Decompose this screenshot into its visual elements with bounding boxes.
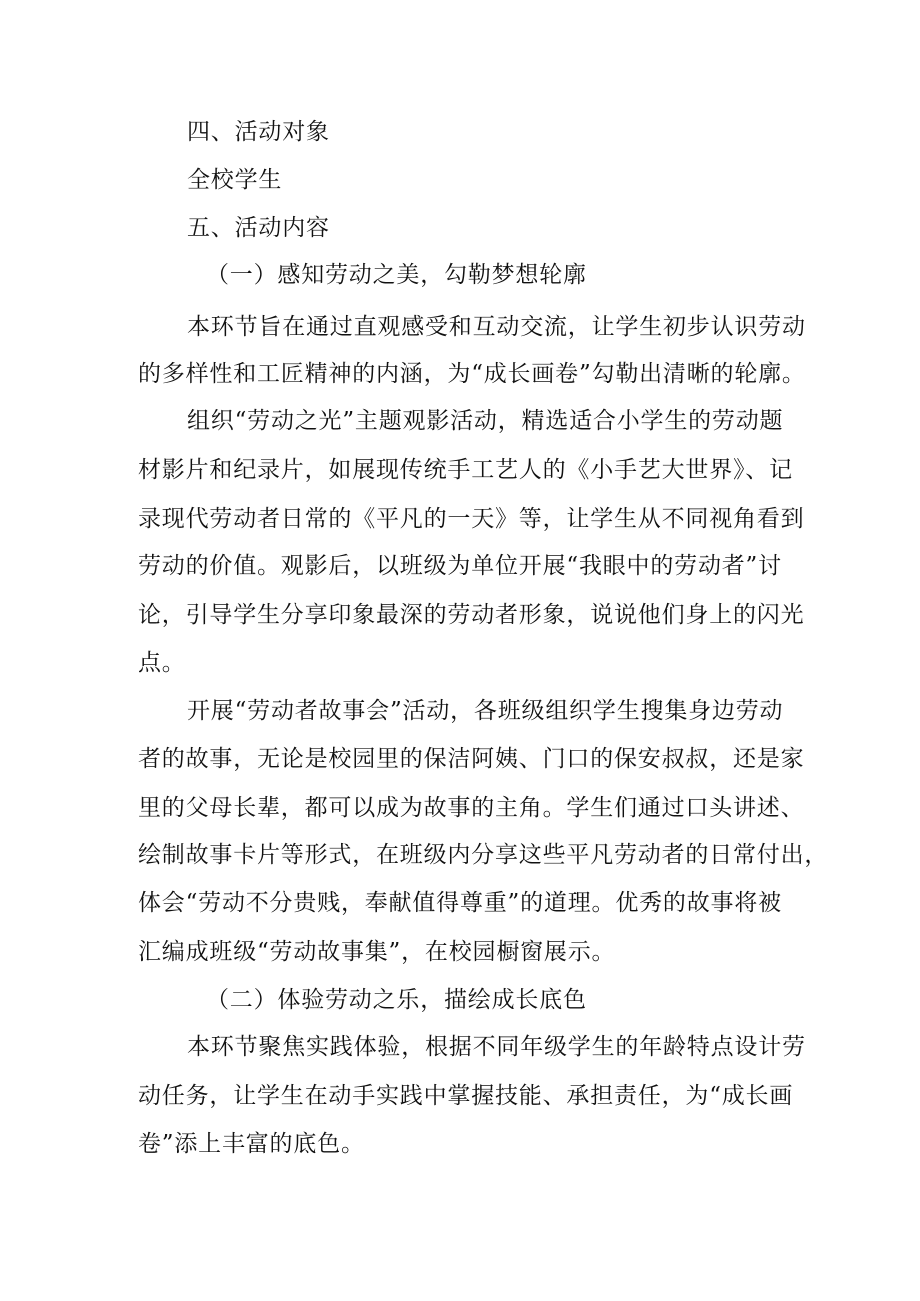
body-text-line: 录现代劳动者日常的《平凡的一天》等，让学生从不同视角看到: [138, 506, 805, 532]
body-text-line: 的多样性和工匠精神的内涵，为“成长画卷”勾勒出清晰的轮廓。: [138, 361, 806, 387]
body-text-line: 本环节旨在通过直观感受和互动交流，让学生初步认识劳动: [187, 314, 806, 340]
body-text-line: 汇编成班级“劳动故事集”，在校园橱窗展示。: [138, 939, 616, 965]
body-text-line: 者的故事，无论是校园里的保洁阿姨、门口的保安叔叔，还是家: [138, 746, 805, 772]
body-text-line: 全校学生: [187, 167, 283, 193]
body-text-line: 劳动的价值。观影后，以班级为单位开展“我眼中的劳动者”讨: [138, 553, 782, 579]
body-text-line: 体会“劳动不分贵贱，奉献值得尊重”的道理。优秀的故事将被: [138, 890, 782, 916]
section-heading-activity-target: 四、活动对象: [187, 119, 330, 145]
body-text-line: 材影片和纪录片，如展现传统手工艺人的《小手艺大世界》、记: [138, 457, 793, 483]
subsection-heading-1: （一）感知劳动之美，勾勒梦想轮廓: [206, 262, 587, 288]
body-text-line: 点。: [138, 650, 186, 676]
body-text-line: 里的父母长辈，都可以成为故事的主角。学生们通过口头讲述、: [138, 795, 805, 821]
body-text-line: 卷”添上丰富的底色。: [138, 1131, 365, 1157]
body-text-line: 论，引导学生分享印象最深的劳动者形象，说说他们身上的闪光: [138, 602, 805, 628]
body-text-line: 开展“劳动者故事会”活动，各班级组织学生搜集身边劳动: [187, 698, 784, 724]
subsection-heading-2: （二）体验劳动之乐，描绘成长底色: [206, 987, 587, 1013]
body-text-line: 组织“劳动之光”主题观影活动，精选适合小学生的劳动题: [187, 408, 784, 434]
section-heading-activity-content: 五、活动内容: [187, 215, 330, 241]
body-text-line: 动任务，让学生在动手实践中掌握技能、承担责任，为“成长画: [138, 1083, 794, 1109]
body-text-line: 绘制故事卡片等形式，在班级内分享这些平凡劳动者的日常付出，: [138, 842, 829, 868]
body-text-line: 本环节聚焦实践体验，根据不同年级学生的年龄特点设计劳: [187, 1034, 806, 1060]
